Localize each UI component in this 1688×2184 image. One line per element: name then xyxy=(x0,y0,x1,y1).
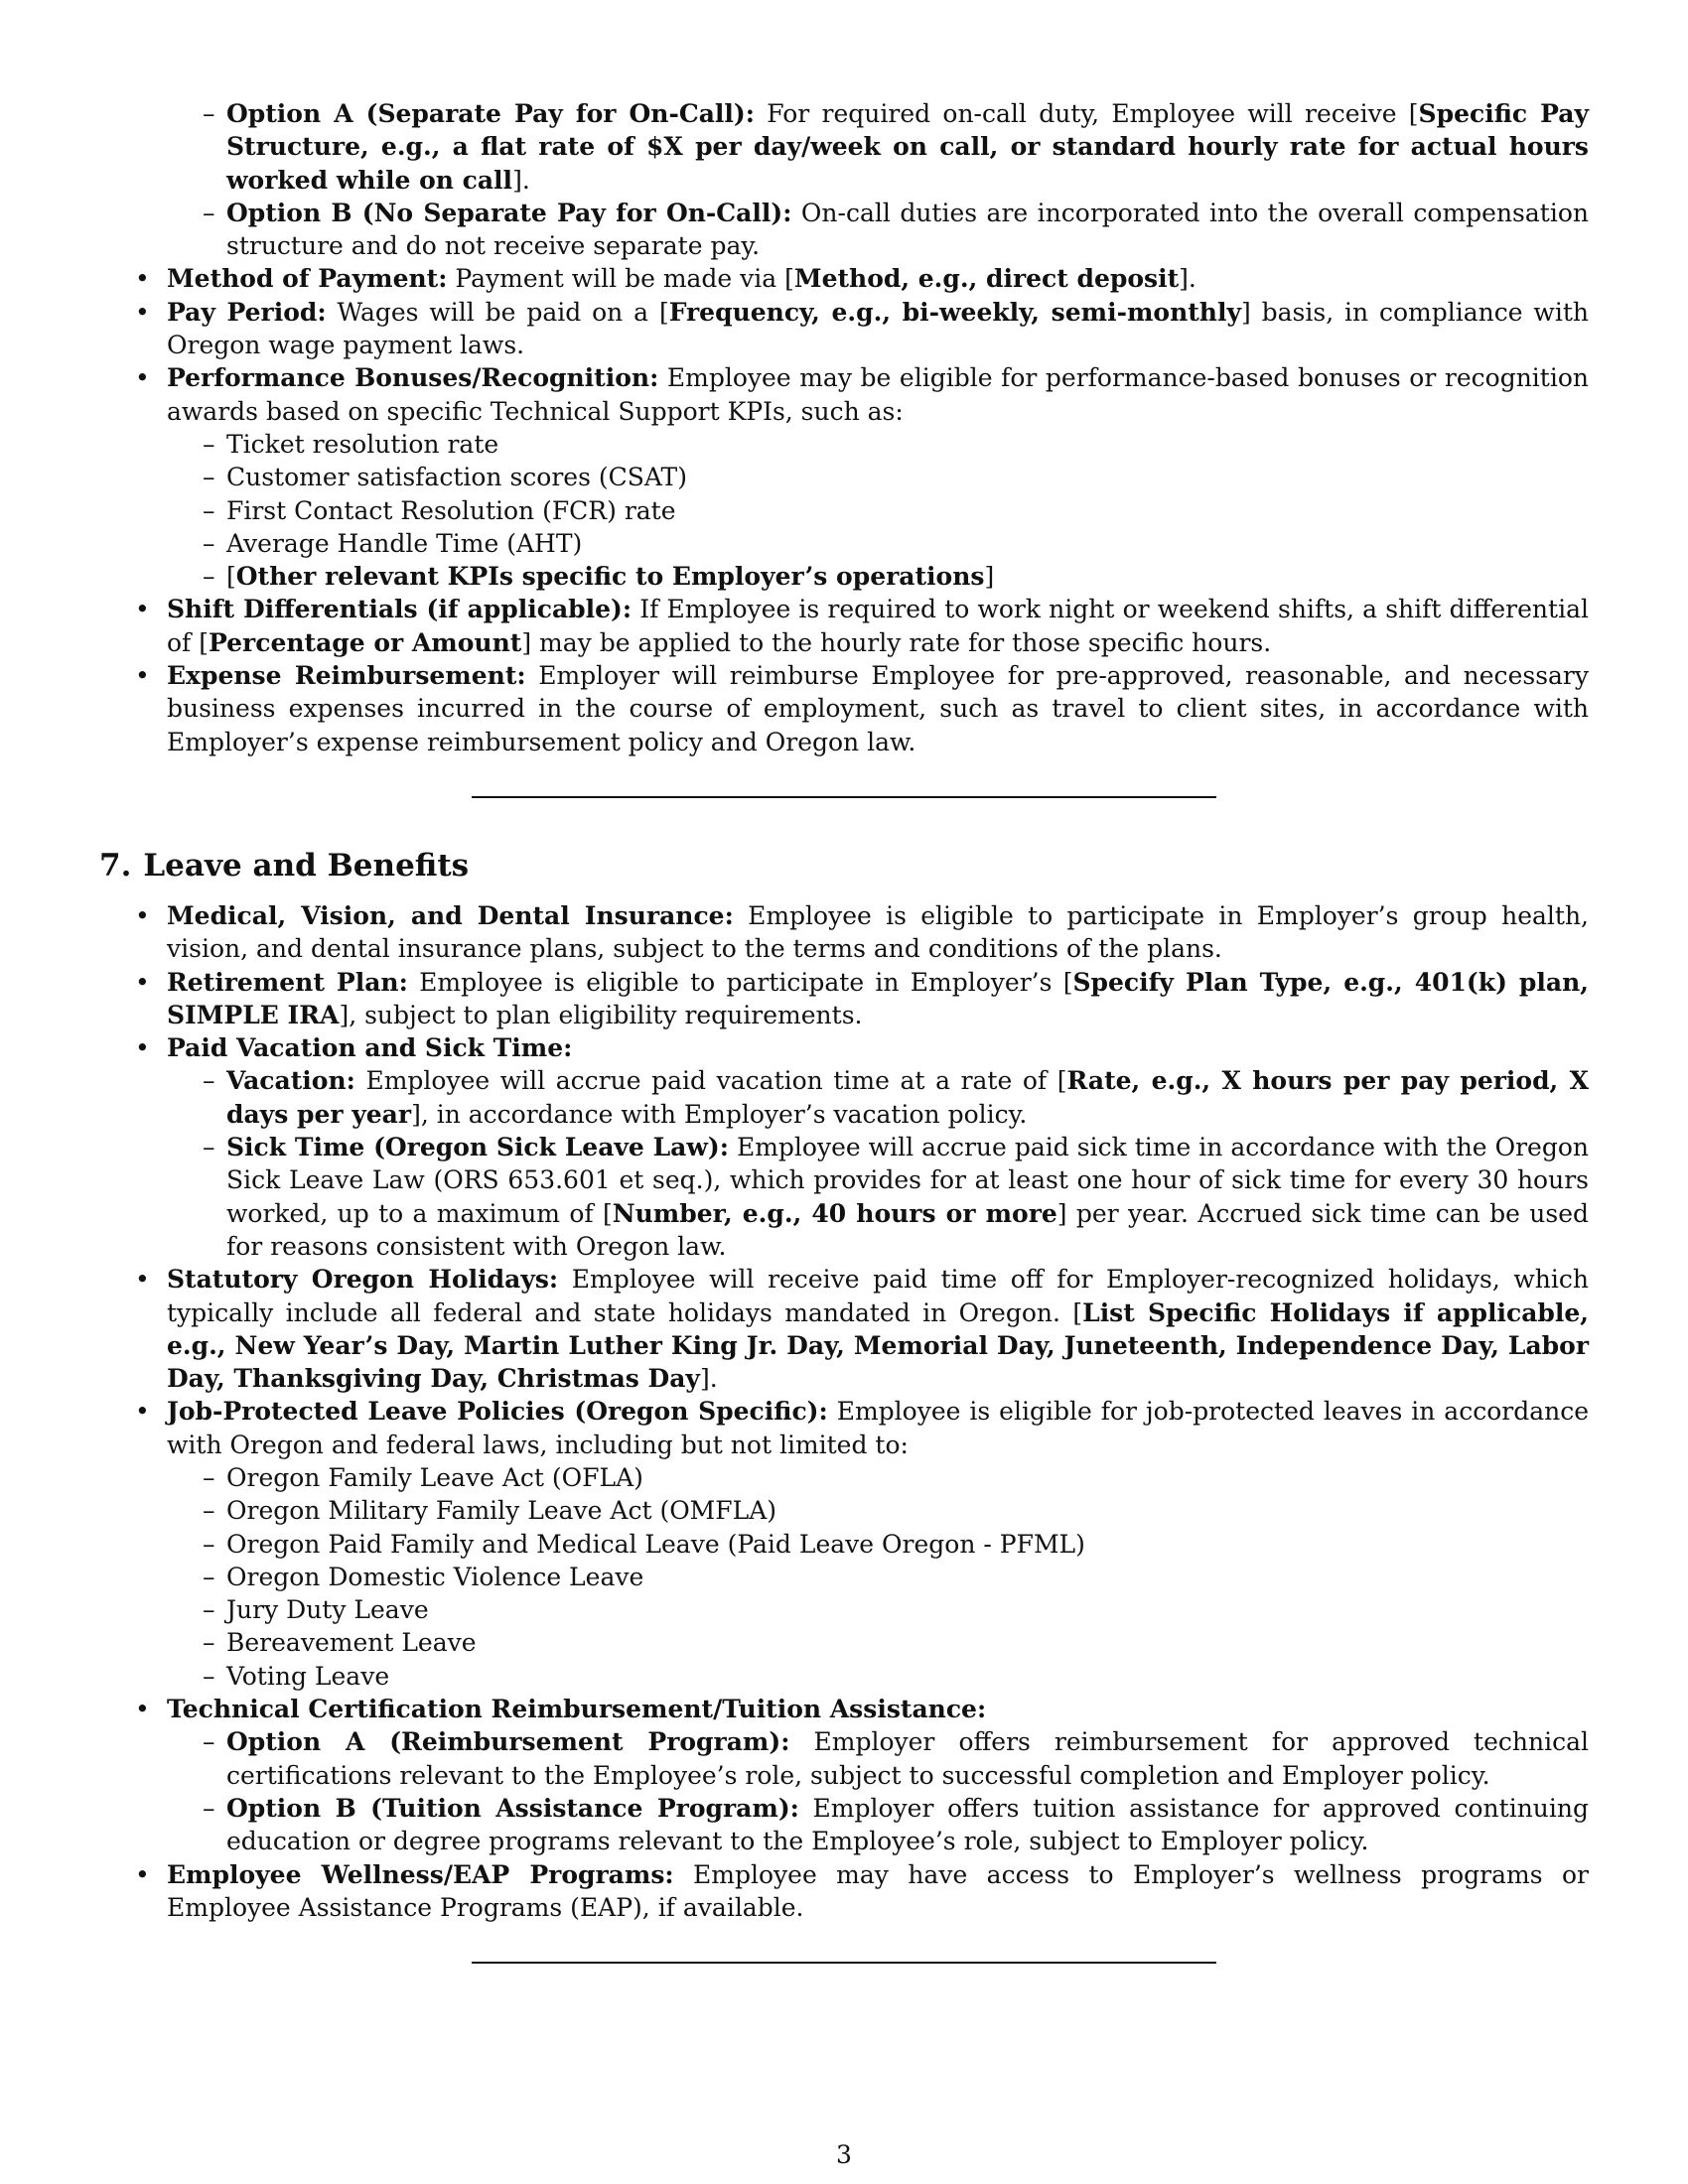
item-label: Paid Vacation and Sick Time: xyxy=(167,1033,573,1063)
placeholder-text: Frequency, e.g., bi-weekly, semi-monthly xyxy=(668,297,1241,327)
option-label: Option A (Reimbursement Program): xyxy=(226,1727,790,1757)
item-label: Medical, Vision, and Dental Insurance: xyxy=(167,900,734,930)
item-label: Statutory Oregon Holidays: xyxy=(167,1265,559,1295)
list-item: • Pay Period: Wages will be paid on a [Frequency, e.g., bi-weekly, semi-monthly] basis, in compliance with Oregon wage payment laws. xyxy=(99,296,1589,362)
list-item: – Sick Time (Oregon Sick Leave Law): Employee will accrue paid sick time in accordance with the Oregon Sick Leave Law (ORS 653.601 et seq.), which provides for at least one hour of sick time for every 30 hours worked, up to a maximum of [Number, e.g., 40 hours or more] per year. Accrued sick time can be used for reasons consistent with Oregon law. xyxy=(167,1131,1589,1263)
option-label: Option B (No Separate Pay for On-Call): xyxy=(226,198,792,227)
list-item: • Method of Payment: Payment will be made via [Method, e.g., direct deposit]. xyxy=(99,262,1589,295)
list-item xyxy=(99,1031,1589,1263)
list-item: – Option A (Separate Pay for On-Call): For required on-call duty, Employee will receive [Specific Pay Structure, e.g., a flat rate of $X per day/week on call, or standard hourly rate for actual hours worked while on call]. xyxy=(167,97,1589,197)
list-item: – Option B (Tuition Assistance Program): Employer offers tuition assistance for approved continuing education or degree programs relevant to the Employee’s role, subject to Employer policy. xyxy=(167,1792,1589,1858)
list-item: – Option A (Reimbursement Program): Employer offers reimbursement for approved technical certifications relevant to the Employee’s role, subject to successful completion and Employer policy. xyxy=(167,1725,1589,1792)
item-label: Performance Bonuses/Recognition: xyxy=(167,363,659,393)
list-item: – [Other relevant KPIs specific to Employer’s operations] xyxy=(167,560,1589,593)
list-item: – Ticket resolution rate xyxy=(167,428,1589,461)
option-label: Option A (Separate Pay for On-Call): xyxy=(226,99,755,128)
list-item: – Customer satisfaction scores (CSAT) xyxy=(167,461,1589,493)
list-item: – First Contact Resolution (FCR) rate xyxy=(167,494,1589,527)
on-call-options-list xyxy=(167,97,1589,262)
list-item: • Performance Bonuses/Recognition: Employee may be eligible for performance-based bonuses or recognition awards based on specific Technical Support KPIs, such as: – Ticket resolution rate – Customer satisfaction scores (CSAT) – First Contact Resolution (FCR) rate – Average Handle Time (AHT) – [Other relevant KPIs specific to Employer’s operations] xyxy=(99,361,1589,593)
list-item: – Option B (No Separate Pay for On-Call): On-call duties are incorporated into the overall compensation structure and do not receive separate pay. xyxy=(167,197,1589,263)
list-item: • Medical, Vision, and Dental Insurance: Employee is eligible to participate in Employer’s group health, vision, and dental insurance plans, subject to the terms and conditions of the plans. xyxy=(99,899,1589,966)
list-item: – Oregon Domestic Violence Leave xyxy=(167,1561,1589,1593)
item-label: Vacation: xyxy=(226,1066,355,1096)
page-number: 3 xyxy=(836,2140,852,2169)
list-item: – Oregon Military Family Leave Act (OMFLA) xyxy=(167,1494,1589,1527)
item-label: Employee Wellness/EAP Programs: xyxy=(167,1859,674,1889)
list-item: – Average Handle Time (AHT) xyxy=(167,527,1589,560)
list-item: – Jury Duty Leave xyxy=(167,1593,1589,1626)
item-label: Sick Time (Oregon Sick Leave Law): xyxy=(226,1133,729,1162)
page-content xyxy=(99,97,1589,1964)
list-item: – Bereavement Leave xyxy=(167,1626,1589,1659)
certification-options-list xyxy=(167,1725,1589,1857)
item-label: Expense Reimbursement: xyxy=(167,661,526,691)
placeholder-text: Number, e.g., 40 hours or more xyxy=(612,1198,1057,1228)
item-label: Shift Differentials (if applicable): xyxy=(167,595,633,624)
placeholder-text: List Specific Holidays if applicable, e.g., New Year’s Day, Martin Luther King Jr. Day, Memorial Day, Juneteenth, Independence Day, Labor Day, Thanksgiving Day, Christmas Day xyxy=(167,1297,1589,1394)
benefits-list xyxy=(99,899,1589,1924)
compensation-list xyxy=(99,262,1589,757)
placeholder-text: Specific Pay Structure, e.g., a flat rate of $X per day/week on call, or standard hourly rate for actual hours worked while on call xyxy=(226,99,1589,195)
list-item: – Oregon Paid Family and Medical Leave (Paid Leave Oregon - PFML) xyxy=(167,1528,1589,1561)
list-item: • Shift Differentials (if applicable): If Employee is required to work night or weekend shifts, a shift differential of [Percentage or Amount] may be applied to the hourly rate for those specific hours. xyxy=(99,593,1589,659)
list-item: • Employee Wellness/EAP Programs: Employee may have access to Employer’s wellness programs or Employee Assistance Programs (EAP), if available. xyxy=(99,1858,1589,1925)
list-item: • Job-Protected Leave Policies (Oregon Specific): Employee is eligible for job-protected leaves in accordance with Oregon and federal laws, including but not limited to: – Oregon Family Leave Act (OFLA) – Oregon Military Family Leave Act (OMFLA) – Oregon Paid Family and Medical Leave (Paid Leave Oregon - PFML) – Oregon Domestic Violence Leave – Jury Duty Leave – Bereavement Leave – Voting Leave xyxy=(99,1395,1589,1693)
placeholder-text: Percentage or Amount xyxy=(209,627,522,657)
leave-types-list xyxy=(167,1461,1589,1693)
placeholder-text: Method, e.g., direct deposit xyxy=(793,264,1180,294)
item-label: Pay Period: xyxy=(167,297,327,327)
kpi-list xyxy=(167,428,1589,593)
item-label: Job-Protected Leave Policies (Oregon Specific): xyxy=(167,1397,828,1427)
list-item: – Vacation: Employee will accrue paid vacation time at a rate of [Rate, e.g., X hours per pay period, X days per year], in accordance with Employer’s vacation policy. xyxy=(167,1064,1589,1131)
list-item: – Voting Leave xyxy=(167,1660,1589,1693)
section-title: Leave and Benefits xyxy=(143,847,470,884)
paid-time-list xyxy=(167,1064,1589,1263)
section-heading xyxy=(99,846,1589,886)
option-label: Option B (Tuition Assistance Program): xyxy=(226,1793,799,1823)
placeholder-text: Other relevant KPIs specific to Employer’s operations xyxy=(235,562,985,592)
list-item: – Oregon Family Leave Act (OFLA) xyxy=(167,1461,1589,1494)
list-item: • Retirement Plan: Employee is eligible to participate in Employer’s [Specify Plan Type, e.g., 401(k) plan, SIMPLE IRA], subject to plan eligibility requirements. xyxy=(99,966,1589,1032)
item-label: Method of Payment: xyxy=(167,264,448,294)
section-number: 7. xyxy=(99,847,132,884)
list-item: • Expense Reimbursement: Employer will reimburse Employee for pre-approved, reasonable, and necessary business expenses incurred in the course of employment, such as travel to client sites, in accordance with Employer’s expense reimbursement policy and Oregon law. xyxy=(99,659,1589,758)
placeholder-text: Rate, e.g., X hours per pay period, X days per year xyxy=(226,1066,1590,1129)
placeholder-text: Specify Plan Type, e.g., 401(k) plan, SIMPLE IRA xyxy=(167,967,1589,1029)
section-divider xyxy=(472,1962,1216,1964)
list-item xyxy=(99,1693,1589,1857)
list-item: • Statutory Oregon Holidays: Employee will receive paid time off for Employer-recognized holidays, which typically include all federal and state holidays mandated in Oregon. [List Specific Holidays if applicable, e.g., New Year’s Day, Martin Luther King Jr. Day, Memorial Day, Juneteenth, Independence Day, Labor Day, Thanksgiving Day, Christmas Day]. xyxy=(99,1263,1589,1395)
item-label: Technical Certification Reimbursement/Tuition Assistance: xyxy=(167,1695,987,1724)
section-divider xyxy=(472,796,1216,798)
item-label: Retirement Plan: xyxy=(167,967,408,997)
